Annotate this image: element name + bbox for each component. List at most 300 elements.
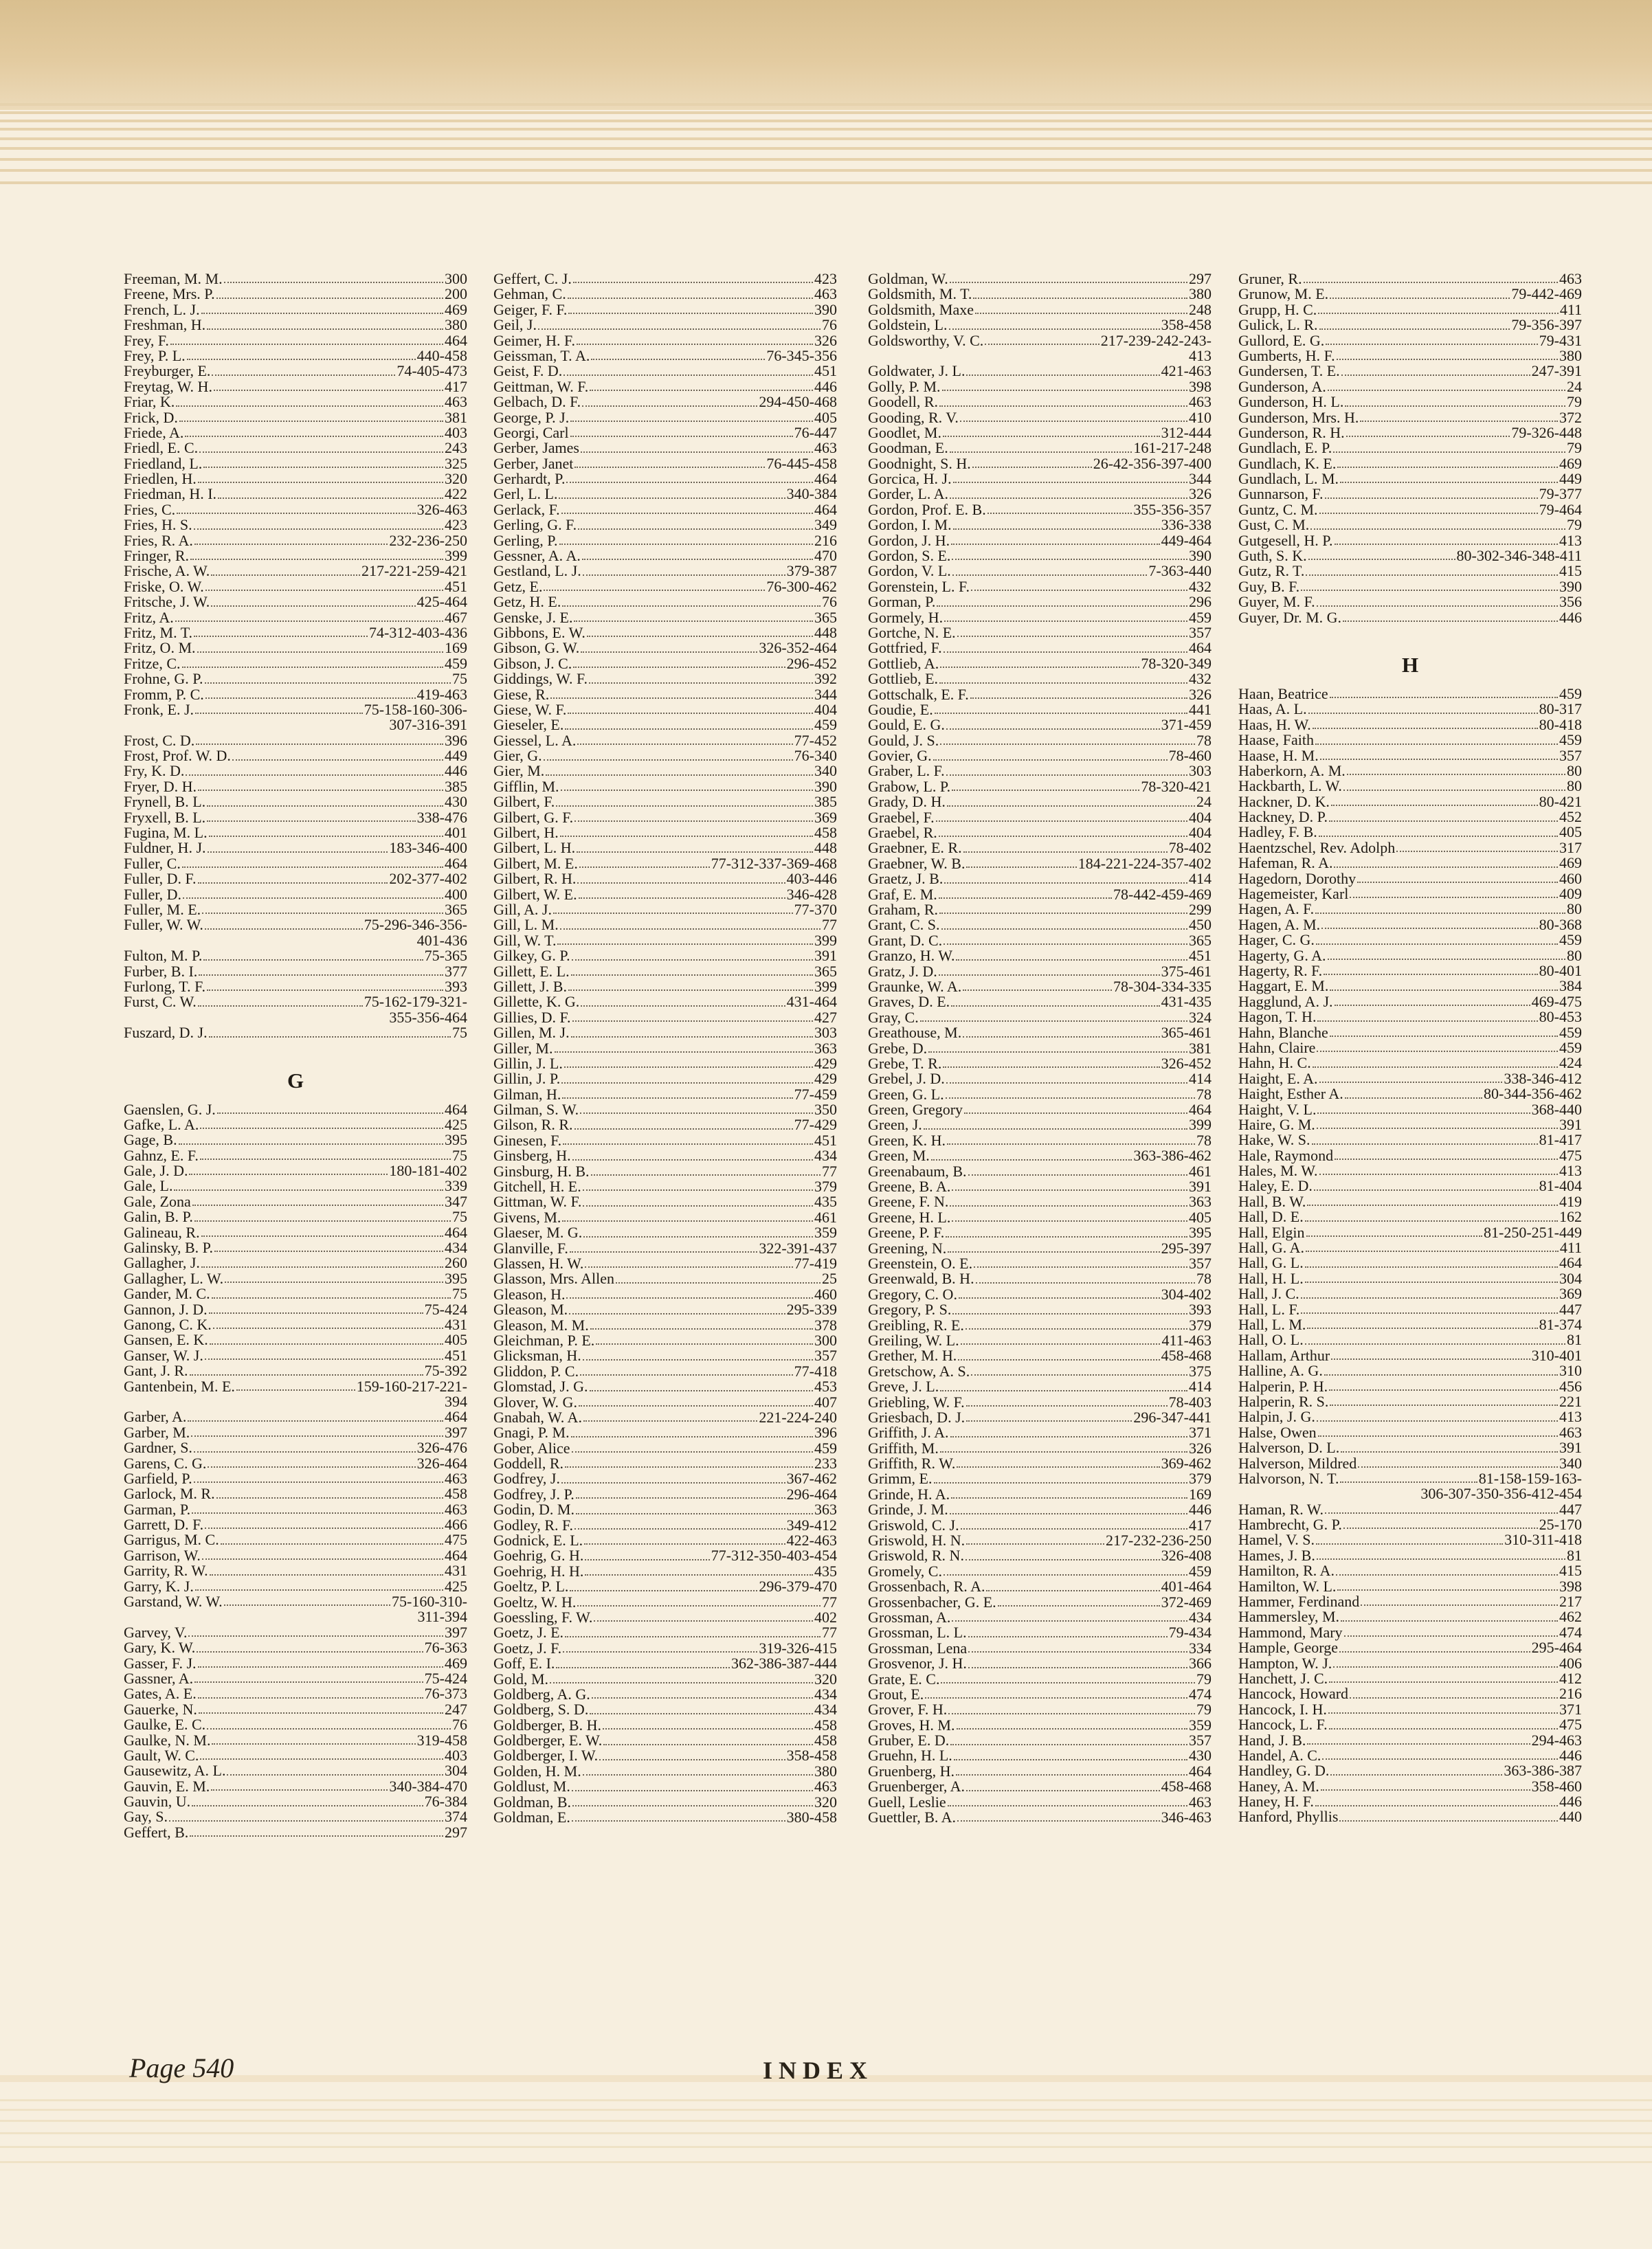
entry-pages: 358-460 <box>1531 1777 1582 1795</box>
entry-pages: 464 <box>1189 639 1212 657</box>
dot-leader <box>1339 1651 1530 1653</box>
dot-leader <box>1301 1312 1558 1314</box>
dot-leader <box>571 974 813 976</box>
dot-leader <box>966 374 1159 376</box>
entry-pages: 371 <box>1559 1700 1582 1718</box>
entry-pages: 458 <box>445 1485 467 1503</box>
entry-name: Gill, W. T. <box>493 931 557 949</box>
entry-name: Graebel, R. <box>868 824 937 842</box>
entry-name: Hagen, A. F. <box>1238 900 1315 918</box>
entry-name: Goetz, J. E. <box>493 1624 564 1642</box>
index-entry <box>1238 1594 1582 1609</box>
entry-name: Godnick, E. L. <box>493 1532 583 1549</box>
entry-pages: 390 <box>814 777 837 795</box>
dot-leader <box>965 1328 1187 1330</box>
entry-pages: 413 <box>1559 531 1582 549</box>
dot-leader <box>1324 974 1538 975</box>
entry-name: Geiger, F. F. <box>493 300 568 318</box>
dot-leader <box>1316 1543 1503 1545</box>
entry-pages: 77-312-337-369-468 <box>711 854 837 872</box>
dot-leader <box>1336 1574 1558 1576</box>
entry-pages: 423 <box>814 269 837 287</box>
dot-leader <box>544 759 793 761</box>
dot-leader <box>946 1097 1195 1099</box>
index-entry <box>1238 1209 1582 1224</box>
index-entry <box>124 1532 467 1547</box>
entry-name: Gerber, Janet <box>493 454 574 472</box>
index-entry <box>124 1671 467 1686</box>
index-entry <box>493 1502 837 1517</box>
entry-pages: 391 <box>1189 1178 1212 1196</box>
dot-leader <box>1329 1681 1558 1683</box>
index-entry <box>868 456 1212 471</box>
entry-pages: 324 <box>1189 1008 1212 1026</box>
entry-name: Goldwater, J. L. <box>868 362 965 380</box>
entry-name: Fuller, W. W. <box>124 916 203 934</box>
entry-name: Garrett, D. F. <box>124 1516 204 1534</box>
dot-leader <box>565 728 813 730</box>
entry-name: Graham, R. <box>868 901 939 918</box>
dot-leader <box>939 913 1187 914</box>
index-entry <box>493 1487 837 1502</box>
index-entry <box>868 1764 1212 1779</box>
entry-name: Griffith, J. A. <box>868 1424 949 1442</box>
dot-leader <box>212 1743 415 1745</box>
entry-pages: 326-464 <box>416 1454 467 1472</box>
entry-pages: 417 <box>445 377 467 395</box>
entry-pages: 75-162-179-321- <box>364 993 467 1011</box>
entry-name: Glicksman, H. <box>493 1347 581 1365</box>
index-entry <box>1238 917 1582 932</box>
dot-leader <box>592 1697 813 1699</box>
entry-name: Frynell, B. L. <box>124 793 206 811</box>
entry-pages: 357 <box>1189 1254 1212 1272</box>
dot-leader <box>175 620 443 622</box>
index-entry <box>868 363 1212 379</box>
entry-pages: 80-453 <box>1539 1008 1582 1026</box>
index-entry <box>1238 732 1582 748</box>
index-entry <box>1238 1040 1582 1055</box>
index-entry <box>493 471 837 486</box>
entry-pages: 326-408 <box>1161 1547 1212 1565</box>
dot-leader <box>943 436 1160 437</box>
entry-name: Hall, J. C. <box>1238 1285 1299 1303</box>
entry-name: Fryer, D. H. <box>124 777 197 795</box>
index-entry <box>493 440 837 456</box>
entry-name: Grosvenor, J. H. <box>868 1655 967 1672</box>
entry-name: Friedman, H. I. <box>124 485 217 503</box>
index-entry <box>493 410 837 425</box>
dot-leader <box>1331 1358 1530 1360</box>
dot-leader <box>952 1620 1187 1622</box>
dot-leader <box>1304 282 1558 283</box>
index-entry <box>868 1564 1212 1579</box>
entry-name: Griswold, R. N. <box>868 1547 964 1565</box>
entry-pages: 440-458 <box>416 346 467 364</box>
dot-leader <box>216 1497 443 1499</box>
index-entry <box>1238 1671 1582 1686</box>
index-entry <box>1238 932 1582 948</box>
entry-pages: 398 <box>1559 1577 1582 1595</box>
index-entry <box>1238 302 1582 317</box>
index-entry <box>493 1287 837 1302</box>
index-entry <box>868 779 1212 794</box>
dot-leader <box>183 897 443 899</box>
dot-leader <box>1319 513 1538 514</box>
index-entry <box>1238 794 1582 809</box>
index-entry <box>1238 1656 1582 1671</box>
entry-pages: 432 <box>1189 670 1212 688</box>
index-entry <box>1238 1132 1582 1148</box>
entry-pages: 26-42-356-397-400 <box>1093 454 1212 472</box>
index-entry <box>493 840 837 855</box>
index-entry <box>493 563 837 579</box>
entry-pages: 75-424 <box>424 1669 467 1687</box>
index-entry <box>124 1025 467 1040</box>
index-entry <box>493 1564 837 1579</box>
entry-pages: 221-224-240 <box>759 1408 837 1426</box>
entry-name: Hanchett, J. C. <box>1238 1669 1328 1687</box>
dot-leader <box>953 482 1187 483</box>
dot-leader <box>1329 820 1558 822</box>
dot-leader <box>576 1513 813 1514</box>
index-entry <box>1238 1625 1582 1640</box>
entry-name: Gauerke, N. <box>124 1700 197 1718</box>
index-entry <box>124 994 467 1009</box>
index-entry <box>124 1748 467 1763</box>
entry-name: Gitchell, H. E. <box>493 1178 581 1196</box>
entry-pages: 451 <box>445 577 467 595</box>
entry-name: Gauvin, U. <box>124 1793 191 1811</box>
entry-pages: 325 <box>445 454 467 472</box>
index-entry <box>868 1487 1212 1502</box>
dot-leader <box>951 544 1160 545</box>
dot-leader <box>1333 1666 1558 1668</box>
entry-pages: 363-386-462 <box>1133 1147 1212 1165</box>
dot-leader <box>561 1482 785 1484</box>
entry-name: Gauvin, E. M. <box>124 1777 210 1795</box>
entry-pages: 357 <box>1189 623 1212 641</box>
index-entry <box>868 1625 1212 1640</box>
index-entry <box>1238 1271 1582 1286</box>
entry-pages: 344 <box>814 685 837 703</box>
entry-pages: 461 <box>814 1208 837 1226</box>
index-entry <box>868 764 1212 779</box>
dot-leader <box>1305 1220 1558 1222</box>
entry-pages: 411 <box>1559 300 1582 318</box>
index-entry <box>124 748 467 763</box>
entry-pages: 379-387 <box>786 562 837 580</box>
index-entry <box>868 1318 1212 1333</box>
entry-name: Garens, C. G. <box>124 1454 207 1472</box>
dot-leader <box>191 1435 443 1437</box>
entry-pages: 441 <box>1189 700 1212 718</box>
dot-leader <box>1305 1266 1558 1268</box>
dot-leader <box>1333 451 1565 453</box>
index-entry <box>124 1409 467 1424</box>
dot-leader <box>1313 728 1538 729</box>
entry-name: Goldman, E. <box>493 1809 570 1826</box>
running-footer-title: INDEX <box>763 2057 874 2084</box>
entry-pages: 414 <box>1189 870 1212 888</box>
entry-pages: 312-444 <box>1161 423 1212 441</box>
entry-name: Gay, S. <box>124 1808 168 1826</box>
entry-name: Hammersley, M. <box>1238 1608 1340 1626</box>
dot-leader <box>939 897 1112 899</box>
index-entry <box>493 533 837 548</box>
dot-leader <box>198 1697 423 1699</box>
entry-name: Gassner, A. <box>124 1669 194 1687</box>
entry-name: Graebel, F. <box>868 808 935 826</box>
entry-pages: 359 <box>1189 1716 1212 1734</box>
entry-pages: 399 <box>1189 1116 1212 1134</box>
dot-leader <box>1318 313 1559 314</box>
index-entry <box>1238 594 1582 609</box>
index-entry <box>493 1194 837 1209</box>
dot-leader <box>939 836 1187 837</box>
entry-name: Godley, R. F. <box>493 1516 573 1534</box>
entry-pages: 365-461 <box>1161 1024 1212 1042</box>
dot-leader <box>957 636 1187 637</box>
dot-leader <box>581 1005 785 1007</box>
entry-pages: 304-402 <box>1161 1285 1212 1303</box>
dot-leader <box>571 1036 813 1038</box>
entry-pages: 425 <box>445 1577 467 1595</box>
entry-pages: 363 <box>814 1501 837 1519</box>
index-entry <box>493 1025 837 1040</box>
dot-leader <box>1310 528 1565 530</box>
index-entry <box>493 1010 837 1025</box>
entry-name: Glomstad, J. G. <box>493 1378 588 1396</box>
entry-name: Ginsburg, H. B. <box>493 1162 590 1180</box>
index-entry <box>493 579 837 594</box>
entry-name: Genske, J. E. <box>493 608 573 626</box>
entry-name: Gortche, N. E. <box>868 623 956 641</box>
index-entry <box>124 1225 467 1240</box>
entry-name: Green, K. H. <box>868 1131 946 1149</box>
entry-pages: 365 <box>814 962 837 980</box>
dot-leader <box>216 298 443 299</box>
dot-leader <box>603 1744 813 1745</box>
entry-pages: 320 <box>445 470 467 488</box>
index-entry <box>868 1102 1212 1117</box>
index-entry <box>868 840 1212 855</box>
index-entry <box>868 563 1212 579</box>
entry-name: Galinsky, B. P. <box>124 1239 213 1257</box>
entry-name: Gilkey, G. P. <box>493 947 570 965</box>
dot-leader <box>224 1604 390 1606</box>
dot-leader <box>1317 1051 1558 1052</box>
entry-name: Gulick, L. R. <box>1238 316 1318 334</box>
entry-pages: 446 <box>1559 1793 1582 1811</box>
entry-pages: 380-458 <box>786 1809 837 1826</box>
dot-leader <box>561 1082 813 1084</box>
entry-name: Gerhardt, P. <box>493 470 566 488</box>
entry-pages: 78 <box>1196 1131 1212 1149</box>
dot-leader <box>205 682 451 684</box>
entry-pages: 326 <box>1189 1439 1212 1457</box>
dot-leader <box>1308 559 1455 560</box>
dot-leader <box>971 1374 1187 1376</box>
entry-pages: 296-452 <box>786 654 837 672</box>
entry-pages: 76-300-462 <box>766 577 837 595</box>
index-entry <box>1238 271 1582 287</box>
dot-leader <box>546 774 813 776</box>
entry-pages: 78-320-349 <box>1141 654 1212 672</box>
dot-leader <box>214 390 443 391</box>
index-entry <box>1238 348 1582 363</box>
entry-name: Haan, Beatrice <box>1238 684 1328 702</box>
dot-leader <box>948 1713 1195 1714</box>
entry-name: Hagglund, A. J. <box>1238 992 1333 1010</box>
dot-leader <box>1357 882 1558 883</box>
entry-name: Grebe, T. R. <box>868 1054 942 1072</box>
entry-name: Gander, M. C. <box>124 1285 210 1303</box>
index-entry <box>1238 1563 1582 1578</box>
index-column-4 <box>1238 271 1582 1825</box>
entry-name: Hample, George <box>1238 1639 1338 1657</box>
dot-leader <box>205 697 416 699</box>
entry-pages: 77-429 <box>794 1116 837 1134</box>
entry-pages: 396 <box>445 731 467 749</box>
entry-name: Goldberger, I. W. <box>493 1747 599 1765</box>
entry-name: Hall, D. E. <box>1238 1208 1304 1226</box>
entry-name: Fromm, P. C. <box>124 685 204 703</box>
entry-name: Hamilton, R. A. <box>1238 1562 1335 1580</box>
index-entry <box>868 717 1212 732</box>
entry-name: Goldstein, L. <box>868 316 948 334</box>
dot-leader <box>939 974 1160 976</box>
entry-name: Hammer, Ferdinand <box>1238 1593 1360 1611</box>
entry-pages: 434 <box>445 1239 467 1257</box>
dot-leader <box>1330 989 1558 991</box>
dot-leader <box>1306 1235 1482 1237</box>
entry-name: Giddings, W. F. <box>493 670 588 688</box>
index-entry <box>124 1271 467 1286</box>
dot-leader <box>956 959 1187 961</box>
index-entry <box>124 1163 467 1178</box>
dot-leader <box>591 1174 821 1176</box>
entry-name: Greening, N. <box>868 1239 947 1257</box>
entry-name: Frick, D. <box>124 408 178 426</box>
index-entry <box>124 625 467 640</box>
index-entry <box>124 410 467 425</box>
entry-pages: 296-464 <box>786 1485 837 1503</box>
entry-name: Giessel, L. A. <box>493 731 577 749</box>
index-entry <box>493 271 837 287</box>
entry-name: Haberkorn, A. M. <box>1238 761 1346 779</box>
dot-leader <box>940 1390 1187 1391</box>
index-entry <box>124 1763 467 1778</box>
entry-name: Grossman, A. <box>868 1608 951 1626</box>
dot-leader <box>574 620 813 622</box>
entry-pages: 463 <box>445 1500 467 1518</box>
entry-pages: 411 <box>1559 1239 1582 1257</box>
entry-name: Gormely, H. <box>868 608 944 626</box>
dot-leader <box>207 989 443 991</box>
dot-leader <box>169 1820 443 1822</box>
index-entry <box>124 317 467 333</box>
dot-leader <box>198 1005 363 1007</box>
entry-pages: 75 <box>452 1285 467 1303</box>
index-entry <box>124 1502 467 1517</box>
entry-pages: 294-450-468 <box>759 393 837 411</box>
entry-pages: 81-158-159-163- <box>1478 1469 1582 1487</box>
entry-name: Gilbert, H. <box>493 824 559 842</box>
dot-leader <box>940 1451 1187 1453</box>
entry-pages: 310-311-418 <box>1504 1531 1582 1549</box>
dot-leader <box>963 1036 1159 1038</box>
dot-leader <box>952 1220 1187 1222</box>
entry-name: Greene, F. N. <box>868 1193 949 1211</box>
entry-name: Grether, M. H. <box>868 1347 957 1365</box>
entry-pages: 469 <box>1559 854 1582 872</box>
dot-leader <box>1321 1789 1530 1791</box>
entry-name: Gutgesell, H. P. <box>1238 531 1333 549</box>
index-entry <box>493 394 837 410</box>
entry-name: Goehrig, G. H. <box>493 1547 584 1565</box>
index-entry <box>868 625 1212 640</box>
entry-name: Garman, P. <box>124 1500 191 1518</box>
index-entry <box>124 1686 467 1701</box>
entry-pages: 399 <box>445 547 467 565</box>
dot-leader <box>968 1667 1187 1668</box>
entry-name: Gausewitz, A. L. <box>124 1762 226 1780</box>
entry-name: Fritz, A. <box>124 608 174 626</box>
entry-pages: 463 <box>1189 1793 1212 1811</box>
dot-leader <box>200 1758 443 1760</box>
dot-leader <box>1360 421 1558 422</box>
page-number: Page 540 <box>129 2052 234 2083</box>
dot-leader <box>964 1112 1187 1114</box>
index-entry <box>1238 809 1582 825</box>
entry-pages: 459 <box>814 1439 837 1457</box>
dot-leader <box>580 1112 813 1114</box>
entry-pages: 434 <box>814 1147 837 1165</box>
dot-leader <box>1330 298 1510 299</box>
entry-name: Goldlust, M. <box>493 1778 570 1795</box>
dot-leader <box>960 421 1187 422</box>
entry-pages: 78 <box>1196 731 1212 749</box>
entry-name: Goddell, R. <box>493 1455 564 1473</box>
dot-leader <box>1350 1697 1558 1699</box>
entry-pages: 430 <box>1189 1747 1212 1765</box>
index-entry <box>493 1595 837 1610</box>
index-entry <box>124 671 467 686</box>
entry-name: Grebe, D. <box>868 1039 928 1057</box>
entry-name: Greve, J. L. <box>868 1378 939 1396</box>
dot-leader <box>952 1189 1187 1191</box>
entry-pages: 169 <box>445 639 467 657</box>
dot-leader <box>572 1020 813 1022</box>
index-entry <box>493 379 837 394</box>
index-entry <box>868 1471 1212 1486</box>
entry-pages: 460 <box>1559 869 1582 887</box>
entry-name: Gafke, L. A. <box>124 1115 199 1133</box>
index-entry <box>124 1240 467 1255</box>
index-entry <box>868 1795 1212 1810</box>
index-entry <box>124 1148 467 1163</box>
index-entry <box>124 594 467 609</box>
index-entry <box>1238 1579 1582 1594</box>
entry-name: Gates, A. E. <box>124 1685 197 1703</box>
dot-leader <box>211 574 360 576</box>
index-entry <box>868 1117 1212 1132</box>
entry-name: Goldman, B. <box>493 1793 572 1811</box>
dot-leader <box>572 1805 813 1806</box>
index-entry <box>493 456 837 471</box>
index-entry <box>124 640 467 656</box>
